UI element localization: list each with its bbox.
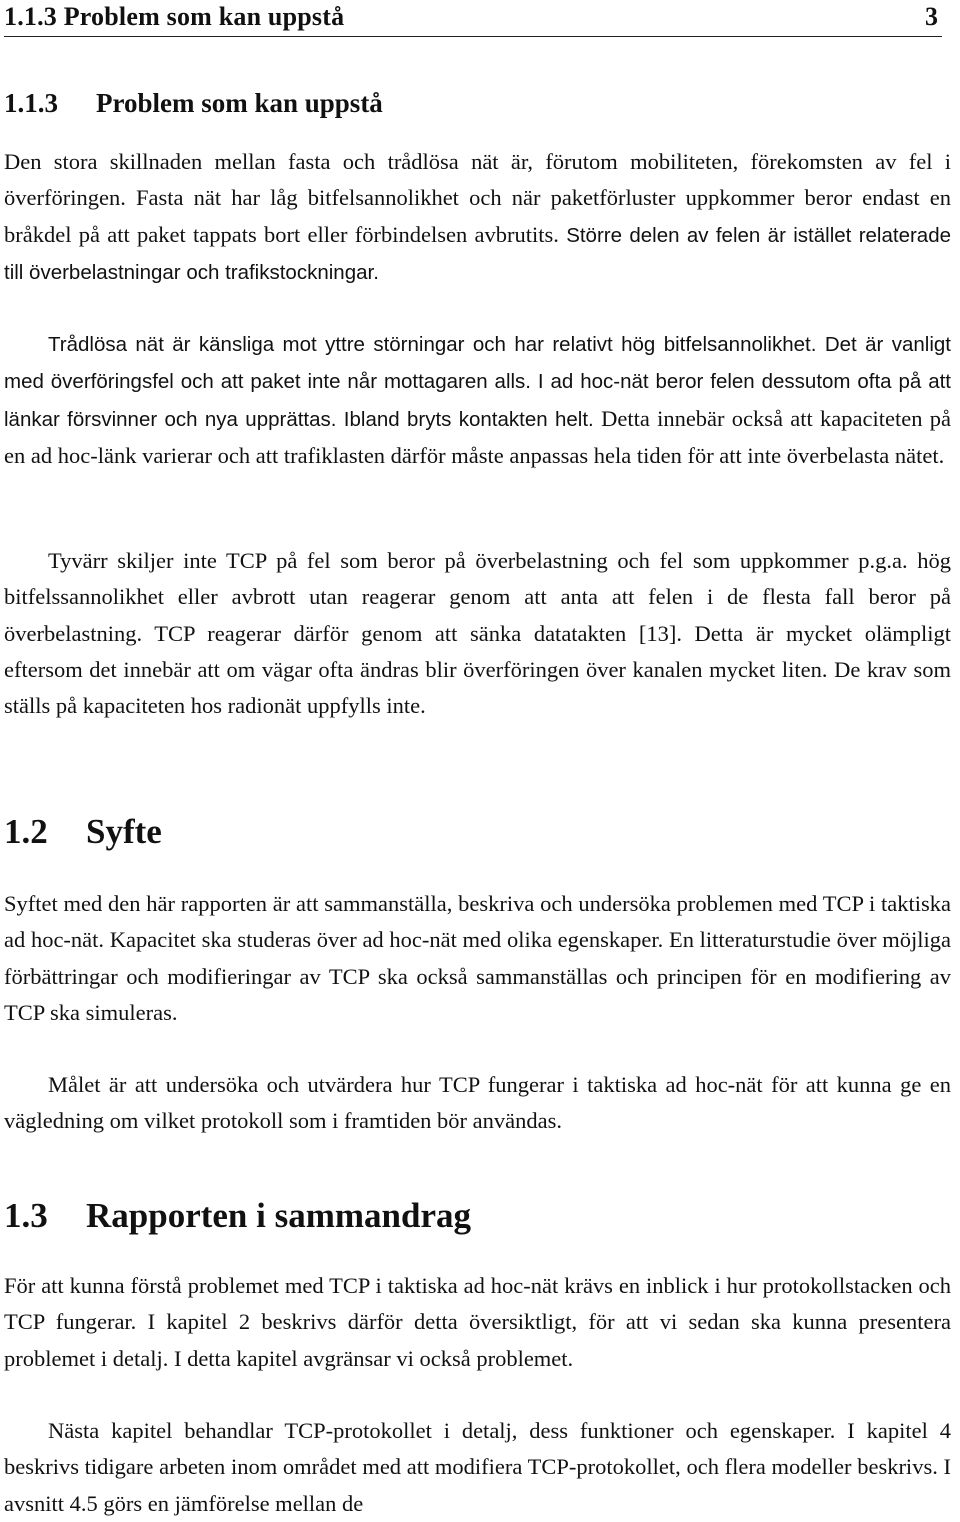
paragraph-text: Detta innebär också att kapaciteten på en ad hoc-länk varierar och att trafiklasten därför måste anpassas hela tiden för att inte överbelasta nätet. [4, 405, 951, 468]
section-heading-1-1-3 [4, 88, 383, 119]
paragraph-goal [4, 1067, 951, 1140]
paragraph-tcp-problem [4, 543, 951, 724]
section-title: Rapporten i sammandrag [86, 1196, 472, 1235]
section-title: Problem som kan uppstå [96, 88, 383, 118]
section-heading-1-3 [4, 1196, 471, 1236]
paragraph-summary [4, 1268, 951, 1377]
section-number: 1.1.3 [4, 88, 58, 118]
paragraph-purpose [4, 886, 951, 1031]
paragraph-text: Tyvärr skiljer inte TCP på fel som beror på överbelastning och fel som uppkommer p.g.a. hög bitfelssannolikhet eller avbrott utan reagerar genom att anta att felen i de flesta fall beror på överbelastning. TCP reagerar därför genom att sänka datatakten [13]. Detta är mycket olämpligt eftersom det innebär att om vägar ofta ändras blir överföringen över kanalen mycket liten. De krav som ställs på kapaciteten hos radionät uppfylls inte. [4, 548, 951, 719]
page-number: 3 [925, 2, 938, 31]
section-title: Syfte [86, 812, 162, 851]
section-number: 1.2 [4, 812, 48, 851]
paragraph-text-sans: Större delen av felen är istället relaterade till överbelastningar och trafikstockningar. [4, 223, 951, 284]
paragraph-wireless [4, 326, 951, 474]
paragraph-text: För att kunna förstå problemet med TCP i taktiska ad hoc-nät krävs en inblick i hur protokollstacken och TCP fungerar. I kapitel 2 beskrivs därför detta översiktligt, för att vi sedan ska kunna presentera problemet i detalj. I detta kapitel avgränsar vi också problemet. [4, 1273, 951, 1371]
paragraph-text: Den stora skillnaden mellan fasta och trådlösa nät är, förutom mobiliteten, förekomsten av fel i överföringen. Fasta nät har låg bitfelsannolikhet och när paketförluster uppkommer beror endast en bråkdel på att paket tappats bort eller förbindelsen avbrutits. [4, 149, 951, 247]
section-heading-1-2 [4, 812, 162, 852]
running-header [4, 0, 942, 37]
paragraph-text: Målet är att undersöka och utvärdera hur TCP fungerar i taktiska ad hoc-nät för att kunna ge en vägledning om vilket protokoll som i framtiden bör användas. [4, 1072, 951, 1134]
section-number: 1.3 [4, 1196, 48, 1235]
paragraph-differences [4, 144, 951, 291]
paragraph-text: Nästa kapitel behandlar TCP-protokollet i detalj, dess funktioner och egenskaper. I kapitel 4 beskrivs tidigare arbeten inom området med att modifiera TCP-protokollet, och flera modeller beskrivs. I avsnitt 4.5 görs en jämförelse mellan de [4, 1418, 951, 1516]
running-header-title: 1.1.3 Problem som kan uppstå [4, 2, 345, 31]
paragraph-text: Syftet med den här rapporten är att sammanställa, beskriva och undersöka problemen med TCP i taktiska ad hoc-nät. Kapacitet ska studeras över ad hoc-nät med olika egenskaper. En litteraturstudie över möjliga förbättringar och modifieringar av TCP ska också sammanställas och principen för en modifiering av TCP ska simuleras. [4, 891, 951, 1025]
paragraph-text-sans: Trådlösa nät är känsliga mot yttre störningar och har relativt hög bitfelsannolikhet. Det är vanligt med överföringsfel och att paket inte når mottagaren alls. I ad hoc-nät beror felen dessutom ofta på att länkar försvinner och nya upprättas. Ibland bryts kontakten helt. [4, 333, 951, 431]
paragraph-next-chapter [4, 1413, 951, 1522]
